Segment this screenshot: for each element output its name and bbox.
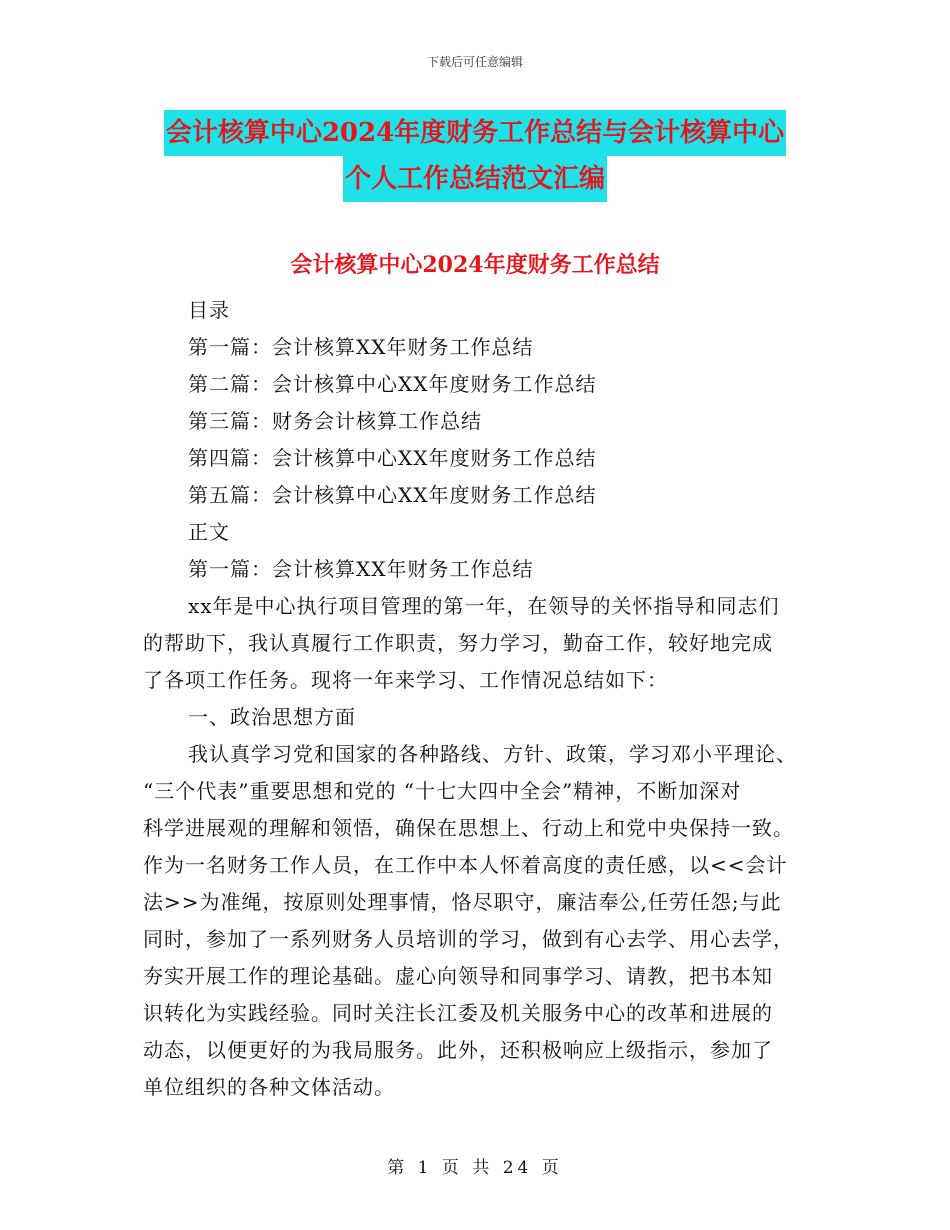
toc-item: 第五篇：会计核算中心XX年度财务工作总结 bbox=[188, 483, 597, 507]
paragraph-line: 科学进展观的理解和领悟，确保在思想上、行动上和党中央保持一致。 bbox=[143, 816, 794, 840]
body-heading: 正文 bbox=[188, 520, 230, 544]
paragraph-line: 单位组织的各种文体活动。 bbox=[143, 1075, 395, 1099]
page-number: 第 1 页 共 24 页 bbox=[387, 1158, 563, 1178]
header-note: 下载后可任意编辑 bbox=[426, 55, 523, 69]
document-title bbox=[0, 110, 950, 202]
paragraph-line: 法>>为准绳，按原则处理事情，恪尽职守，廉洁奉公,任劳任怨;与此 bbox=[143, 890, 782, 914]
paragraph-line: 夯实开展工作的理论基础。虚心向领导和同事学习、请教，把书本知 bbox=[143, 964, 773, 988]
toc-heading: 目录 bbox=[188, 298, 230, 322]
section-heading: 一、政治思想方面 bbox=[188, 705, 356, 729]
paragraph-line: xx年是中心执行项目管理的第一年，在领导的关怀指导和同志们 bbox=[188, 594, 780, 618]
chapter-title: 第一篇：会计核算XX年财务工作总结 bbox=[188, 557, 534, 581]
title-line-1: 会计核算中心2024年度财务工作总结与会计核算中心 bbox=[164, 110, 786, 156]
paragraph-line: 识转化为实践经验。同时关注长江委及机关服务中心的改革和进展的 bbox=[143, 1001, 773, 1025]
toc-item: 第四篇：会计核算中心XX年度财务工作总结 bbox=[188, 446, 597, 470]
title-line-2: 个人工作总结范文汇编 bbox=[343, 156, 607, 202]
paragraph-line: 了各项工作任务。现将一年来学习、工作情况总结如下： bbox=[143, 668, 668, 692]
toc-item: 第一篇：会计核算XX年财务工作总结 bbox=[188, 335, 534, 359]
paragraph-line: 我认真学习党和国家的各种路线、方针、政策，学习邓小平理论、 bbox=[188, 742, 797, 766]
paragraph-line: “三个代表”重要思想和党的 “十七大四中全会”精神，不断加深对 bbox=[143, 779, 742, 803]
paragraph-line: 的帮助下，我认真履行工作职责，努力学习，勤奋工作，较好地完成 bbox=[143, 631, 773, 655]
paragraph-line: 作为一名财务工作人员，在工作中本人怀着高度的责任感，以<<会计 bbox=[143, 853, 788, 877]
paragraph-line: 动态，以便更好的为我局服务。此外，还积极响应上级指示，参加了 bbox=[143, 1038, 773, 1062]
toc-item: 第三篇：财务会计核算工作总结 bbox=[188, 409, 482, 433]
paragraph-line: 同时，参加了一系列财务人员培训的学习，做到有心去学、用心去学， bbox=[143, 927, 794, 951]
document-body bbox=[143, 292, 823, 1106]
section-title: 会计核算中心2024年度财务工作总结 bbox=[290, 252, 660, 278]
toc-item: 第二篇：会计核算中心XX年度财务工作总结 bbox=[188, 372, 597, 396]
